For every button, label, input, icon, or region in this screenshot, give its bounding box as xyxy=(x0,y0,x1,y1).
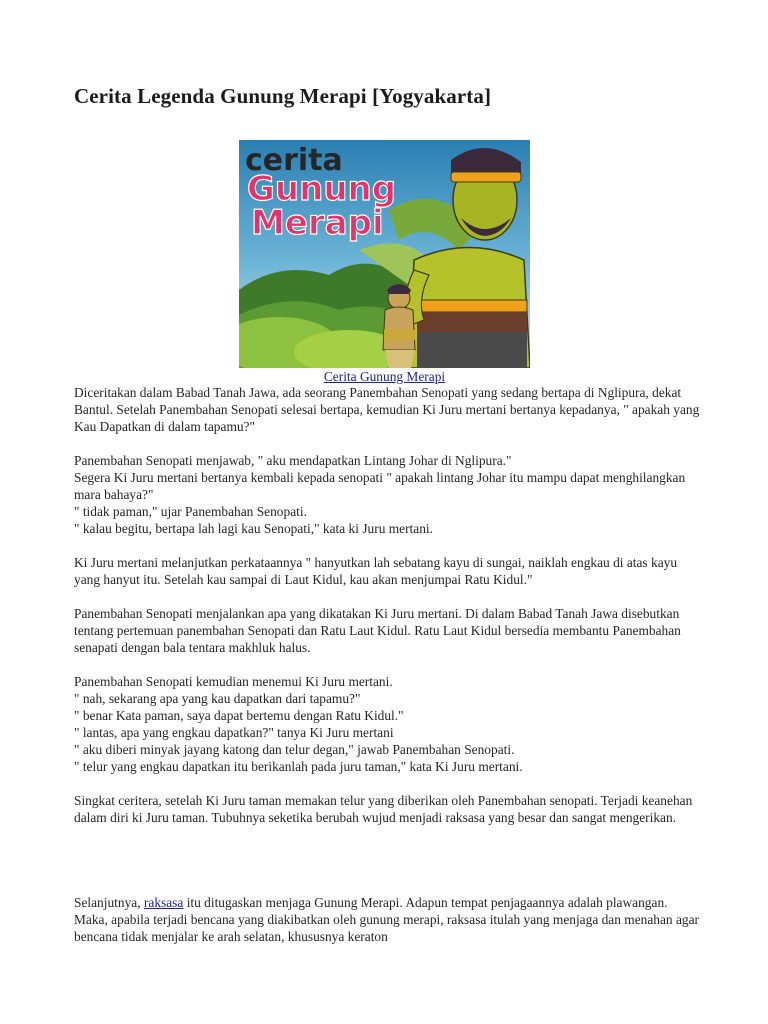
dialogue-line: " aku diberi minyak jayang katong dan telur degan," jawab Panembahan Senopati. xyxy=(74,742,515,757)
dialogue-line: Panembahan Senopati kemudian menemui Ki Juru mertani. xyxy=(74,674,393,689)
figure-caption-link[interactable]: Cerita Gunung Merapi xyxy=(323,369,446,384)
paragraph xyxy=(74,894,704,945)
raksasa-link[interactable]: raksasa xyxy=(143,895,184,910)
paragraph: Diceritakan dalam Babad Tanah Jawa, ada seorang Panembahan Senopati yang sedang bertapa di Nglipura, dekat Bantul. Setelah Panembahan Senopati selesai bertapa, kemudian Ki Juru mertani bertanya kepadanya, " apakah yang Kau Dapatkan di dalam tapamu?" xyxy=(74,385,700,434)
boy-figure xyxy=(383,284,415,368)
figure-heading-line: Merapi xyxy=(251,203,384,243)
paragraph: Singkat ceritera, setelah Ki Juru taman memakan telur yang diberikan oleh Panembahan senopati. Terjadi keanehan dalam diri ki Juru taman. Tubuhnya seketika berubah wujud menjadi raksasa yang besar dan sangat mengerikan. xyxy=(74,793,693,825)
paragraph-text: Selanjutnya, xyxy=(74,895,144,910)
dialogue-line: " lantas, apa yang engkau dapatkan?" tanya Ki Juru mertani xyxy=(74,725,394,740)
dialogue-line: " kalau begitu, bertapa lah lagi kau Senopati," kata ki Juru mertani. xyxy=(74,521,433,536)
illustration-svg xyxy=(239,140,530,368)
paragraph-text: itu ditugaskan menjaga Gunung Merapi. Adapun tempat penjagaannya adalah plawangan. Maka, apabila terjadi bencana yang diakibatkan oleh gunung merapi, raksasa itulah yang menjaga dan menahan agar bencana tidak menjalar ke arah selatan, khususnya keraton xyxy=(74,895,700,944)
story-illustration xyxy=(239,140,530,368)
page-title: Cerita Legenda Gunung Merapi [Yogyakarta] xyxy=(74,84,492,108)
dialogue-line: " nah, sekarang apa yang kau dapatkan dari tapamu?" xyxy=(74,691,361,706)
dialogue-line: " benar Kata paman, saya dapat bertemu dengan Ratu Kidul." xyxy=(74,708,404,723)
dialogue-line: " telur yang engkau dapatkan itu berikanlah pada juru taman," kata Ki Juru mertani. xyxy=(74,759,523,774)
figure-heading-line: cerita xyxy=(245,143,343,178)
figure-heading-line: Gunung xyxy=(247,169,397,209)
dialogue-line: Panembahan Senopati menjawab, " aku mendapatkan Lintang Johar di Nglipura." xyxy=(74,453,512,468)
paragraph: Ki Juru mertani melanjutkan perkataannya " hanyutkan lah sebatang kayu di sungai, naiklah engkau di atas kayu yang hanyut itu. Setelah kau sampai di Laut Kidul, kau akan menjumpai Ratu Kidul." xyxy=(74,555,678,587)
article-body xyxy=(74,384,704,945)
paragraph: Panembahan Senopati menjalankan apa yang dikatakan Ki Juru mertani. Di dalam Babad Tanah Jawa disebutkan tentang pertemuan panembahan Senopati dan Ratu Laut Kidul. Ratu Laut Kidul bersedia membantu Panembahan senapati dengan bala tentara makhluk halus. xyxy=(74,606,681,655)
dialogue-line: " tidak paman," ujar Panembahan Senopati. xyxy=(74,504,307,519)
dialogue-line: Segera Ki Juru mertani bertanya kembali kepada senopati " apakah lintang Johar itu mampu dapat menghilangkan mara bahaya?" xyxy=(74,470,686,502)
